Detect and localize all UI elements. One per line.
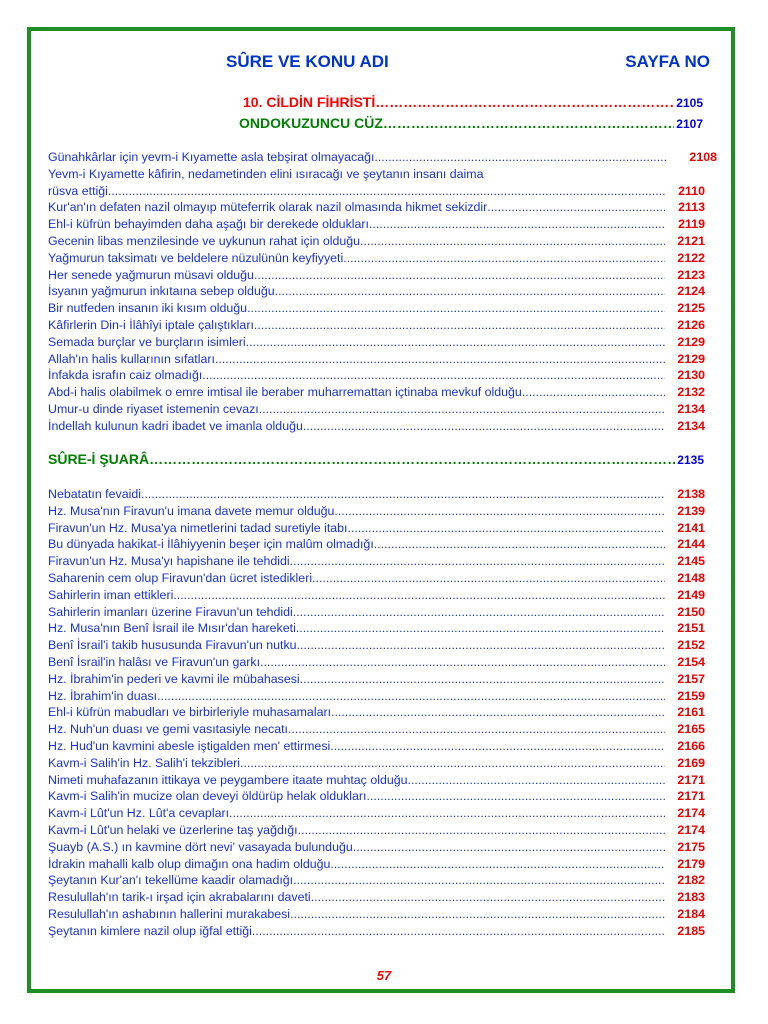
leader-dots: [375, 94, 674, 110]
toc-entry-title: İsyanın yağmurun inkıtaına sebep olduğu: [48, 284, 275, 299]
toc-entry-title: Benî İsrail'i takib hususunda Firavun'un nutku: [48, 638, 297, 653]
toc-entry-title: Kavm-i Salih'in Hz. Salih'i tekzibleri: [48, 755, 241, 770]
toc-entry: [48, 889, 717, 906]
leader-dots: [254, 317, 665, 334]
toc-entry: [48, 704, 717, 721]
leader-dots: [141, 486, 665, 503]
juz-heading: [239, 115, 703, 131]
leader-dots: [260, 654, 665, 671]
leader-dots: [360, 233, 665, 250]
leader-dots: [331, 704, 665, 721]
leader-dots: [254, 267, 665, 284]
toc-entry-page: 2151: [677, 621, 705, 636]
toc-entry: [48, 553, 717, 570]
juz-page: 2107: [676, 117, 703, 131]
toc-entry: [48, 721, 717, 738]
toc-entry-title: İndellah kulunun kadri ibadet ve imanla olduğu: [48, 418, 303, 433]
toc-entry: [48, 520, 717, 537]
toc-entry-page: 2152: [677, 638, 705, 653]
toc-entry-page: 2138: [677, 487, 705, 501]
toc-entry: [48, 822, 717, 839]
toc-entry-title: Ehl-i küfrün mabudları ve birbirleriyle muhasamaları: [48, 705, 332, 720]
toc-entry: [48, 906, 717, 923]
toc-entry: [48, 216, 717, 233]
toc-entry-page: 2166: [677, 738, 705, 753]
toc-entry-page: 2134: [677, 418, 705, 433]
leader-dots: [252, 923, 665, 940]
toc-entry-page: 2183: [677, 890, 705, 905]
leader-dots: [334, 503, 665, 520]
leader-dots: [343, 250, 665, 267]
toc-entry: [48, 384, 717, 401]
leader-dots: [173, 587, 665, 604]
toc-entry: [48, 199, 717, 216]
column-header-title: SÛRE VE KONU ADI: [226, 52, 389, 71]
toc-entry-page: 2161: [677, 705, 705, 720]
toc-entry-page: 2139: [677, 503, 705, 518]
toc-entry-title: Bu dünyada hakikat-i İlâhiyyenin beşer için malûm olmadığı: [48, 537, 374, 552]
toc-entry-title: Şeytanın kimlere nazil olup iğfal ettiği: [48, 923, 252, 938]
toc-entry: [48, 620, 717, 637]
leader-dots: [149, 451, 675, 467]
toc-entry-page: 2122: [677, 250, 705, 265]
toc-entry-page: 2123: [677, 267, 705, 282]
leader-dots: [353, 839, 665, 856]
toc-entry: [48, 267, 717, 284]
toc-entry-title: Hz. İbrahim'in duası: [48, 688, 158, 703]
toc-entry: [48, 805, 717, 822]
toc-entry-page: 2141: [677, 520, 705, 535]
toc-list-part1: [48, 149, 717, 435]
toc-entry: [48, 671, 717, 688]
leader-dots: [367, 788, 666, 805]
toc-entry-title: Kâfirlerin Din-i İlâhîyi iptale çalıştıkları: [48, 317, 254, 332]
leader-dots: [296, 620, 665, 637]
toc-entry: [48, 654, 717, 671]
toc-entry-title: Nimeti muhafazanın ittikaya ve peygambere itaate muhtaç olduğu: [48, 772, 408, 787]
leader-dots: [311, 889, 665, 906]
toc-entry-page: 2175: [677, 839, 705, 854]
toc-list-part2: [48, 486, 717, 940]
toc-entry-title: Abd-i halis olabilmek o emre imtisal ile beraber muharremattan içtinaba mevkuf olduğu: [48, 385, 522, 400]
toc-entry: [48, 401, 717, 418]
toc-entry: [48, 233, 717, 250]
toc-entry-title: Nebatatın fevaidi: [48, 487, 141, 501]
toc-entry-title: Kavm-i Salih'in mucize olan deveyi öldürüp helak oldukları: [48, 789, 367, 804]
leader-dots: [240, 755, 665, 772]
toc-entry-title: Allah'ın halis kullarının sıfatları: [48, 351, 215, 366]
toc-entry-page: 2129: [677, 334, 705, 349]
toc-entry: [48, 872, 717, 889]
leader-dots: [312, 570, 665, 587]
leader-dots: [293, 604, 665, 621]
toc-entry: [48, 503, 717, 520]
toc-entry-page: 2154: [677, 654, 705, 669]
toc-entry-page: 2169: [677, 755, 705, 770]
toc-entry: [48, 250, 717, 267]
toc-entry-page: 2171: [677, 772, 705, 787]
leader-dots: [374, 149, 667, 166]
toc-entry: [48, 486, 717, 503]
toc-entry-title: Kavm-i Lût'un helaki ve üzerlerine taş yağdığı: [48, 822, 298, 837]
surah-heading: [48, 451, 704, 467]
toc-entry-page: 2121: [677, 233, 705, 248]
toc-entry-title: Resulullah'ın tarik-ı irşad için akrabalarını daveti: [48, 890, 311, 905]
surah-page: 2135: [677, 453, 704, 467]
leader-dots: [522, 384, 665, 401]
toc-entry-title: Hz. Nuh'un duası ve gemi vasıtasiyle necatı: [48, 722, 288, 737]
juz-title: ONDOKUZUNCU CÜZ: [239, 115, 383, 131]
toc-entry: [48, 604, 717, 621]
leader-dots: [330, 856, 665, 873]
toc-entry-title: Şeytanın Kur'an'ı tekellüme kaadir olamadığı: [48, 873, 294, 888]
toc-entry: [48, 317, 717, 334]
toc-entry-page: 2159: [677, 688, 705, 703]
toc-entry-page: 2144: [677, 537, 705, 552]
toc-entry: [48, 688, 717, 705]
toc-entry: [48, 149, 717, 166]
toc-entry-title: Hz. Musa'nın Firavun'u imana davete memur olduğu: [48, 503, 335, 518]
toc-entry: [48, 738, 717, 755]
toc-entry: [48, 166, 717, 183]
surah-title: SÛRE-İ ŞUARÂ: [48, 451, 150, 467]
page-number: 57: [376, 968, 392, 983]
leader-dots: [303, 418, 665, 435]
toc-entry-title: Hz. İbrahim'in pederi ve kavmi ile mübahasesi: [48, 671, 300, 686]
toc-entry: [48, 300, 717, 317]
toc-entry-title: Yevm-i Kıyamette kâfirin, nedametinden elini ısıracağı ve şeytanın insanı daima: [48, 166, 484, 181]
toc-entry: [48, 183, 717, 200]
toc-entry: [48, 536, 717, 553]
toc-entry-title: Semada burçlar ve burçların isimleri: [48, 334, 246, 349]
volume-index-page: 2105: [676, 96, 703, 110]
leader-dots: [298, 822, 665, 839]
toc-entry-title: Hz. Hud'un kavmini abesle iştigalden men' ettirmesi: [48, 738, 331, 753]
toc-entry-page: 2134: [677, 401, 705, 416]
toc-entry: [48, 351, 717, 368]
toc-entry-page: 2119: [678, 217, 705, 232]
toc-entry-title: Benî İsrail'in halâsı ve Firavun'un garkı: [48, 654, 261, 669]
toc-entry: [48, 856, 717, 873]
toc-entry-page: 2149: [677, 587, 705, 602]
toc-entry-title: Yağmurun taksimatı ve beldelere nüzulünün keyfiyyeti: [48, 250, 344, 265]
toc-entry-title: Saharenin cem olup Firavun'dan ücret istedikleri: [48, 570, 313, 585]
column-header-page: SAYFA NO: [625, 52, 710, 71]
volume-index-heading: [243, 94, 703, 110]
toc-entry: [48, 755, 717, 772]
toc-entry-page: 2124: [677, 284, 705, 299]
leader-dots: [275, 283, 665, 300]
toc-entry-title: Her senede yağmurun müsavi olduğu: [48, 267, 254, 282]
toc-entry-title: Resulullah'ın ashabının hallerini murakabesi: [48, 906, 291, 921]
toc-entry-page: 2113: [678, 200, 705, 215]
toc-entry-title: Kur'an'ın defaten nazil olmayıp müteferrik olarak nazil olmasında hikmet sekizdir: [48, 200, 488, 215]
toc-entry: [48, 367, 717, 384]
leader-dots: [293, 872, 665, 889]
toc-entry-page: 2184: [677, 906, 705, 921]
toc-entry-title: İnfakda israfın caiz olmadığı: [48, 368, 203, 383]
toc-entry-page: 2110: [678, 183, 705, 198]
toc-entry-page: 2174: [677, 822, 705, 837]
toc-entry-page: 2145: [677, 554, 705, 569]
toc-entry: [48, 418, 717, 435]
toc-entry-title: Sahirlerin iman ettikleri: [48, 587, 174, 602]
toc-entry-page: 2132: [677, 385, 705, 400]
leader-dots: [288, 721, 665, 738]
leader-dots: [383, 115, 674, 131]
leader-dots: [487, 199, 665, 216]
leader-dots: [290, 553, 665, 570]
toc-entry-title: Umur-u dinde riyaset istemenin cevazı: [48, 401, 259, 416]
toc-entry-page: 2174: [677, 806, 705, 821]
leader-dots: [374, 536, 665, 553]
toc-entry-title: Hz. Musa'nın Benî İsrail ile Mısır'dan hareketi: [48, 621, 296, 636]
toc-entry-page: 2179: [677, 856, 705, 871]
leader-dots: [202, 367, 665, 384]
leader-dots: [297, 637, 665, 654]
leader-dots: [215, 351, 665, 368]
toc-entry-page: 2185: [677, 923, 705, 938]
toc-entry-title: İdrakin mahalli kalb olup dimağın ona hadim olduğu: [48, 856, 331, 871]
toc-entry: [48, 923, 717, 940]
toc-entry-page: 2150: [677, 604, 705, 619]
toc-entry-title: Şuayb (A.S.) ın kavmine dört nevi' vasayada bulunduğu: [48, 839, 353, 854]
toc-entry-page: 2171: [677, 789, 705, 804]
toc-entry: [48, 334, 717, 351]
toc-entry-title: Ehl-i küfrün behayimden daha aşağı bir derekede oldukları: [48, 217, 369, 232]
toc-entry-title: Kavm-i Lût'un Hz. Lût'a cevapları: [48, 806, 230, 821]
toc-entry-title: Günahkârlar için yevm-i Kıyamette asla tebşirat olmayacağı: [48, 150, 375, 164]
leader-dots: [408, 772, 665, 789]
toc-entry: [48, 637, 717, 654]
toc-entry: [48, 839, 717, 856]
toc-entry-title: Gecenin libas menzilesinde ve uykunun rahat için olduğu: [48, 233, 361, 248]
toc-entry-title: Firavun'un Hz. Musa'ya nimetlerini tadad suretiyle itabı: [48, 520, 348, 535]
toc-entry: [48, 283, 717, 300]
toc-entry-page: 2130: [677, 368, 705, 383]
toc-entry-title: Bir nutfeden insanın iki kısım olduğu: [48, 301, 248, 316]
toc-entry: [48, 587, 717, 604]
leader-dots: [108, 183, 665, 200]
leader-dots: [229, 805, 665, 822]
leader-dots: [246, 334, 665, 351]
toc-entry: [48, 772, 717, 789]
toc-entry-page: 2126: [677, 317, 705, 332]
toc-entry-title: Firavun'un Hz. Musa'yı hapishane ile tehdidi: [48, 554, 290, 569]
toc-entry-page: 2125: [677, 301, 705, 316]
toc-entry: [48, 570, 717, 587]
leader-dots: [348, 520, 666, 537]
leader-dots: [157, 688, 665, 705]
toc-entry-title: rüsva ettiği: [48, 183, 108, 198]
leader-dots: [330, 738, 665, 755]
leader-dots: [300, 671, 665, 688]
toc-entry: [48, 788, 717, 805]
toc-entry-page: 2165: [677, 722, 705, 737]
toc-entry-page: 2108: [689, 150, 717, 164]
leader-dots: [369, 216, 665, 233]
leader-dots: [259, 401, 665, 418]
leader-dots: [290, 906, 665, 923]
toc-entry-page: 2148: [677, 570, 705, 585]
toc-entry-page: 2182: [677, 873, 705, 888]
toc-entry-title: Sahirlerin imanları üzerine Firavun'un tehdidi: [48, 604, 293, 619]
toc-entry-page: 2157: [677, 671, 705, 686]
leader-dots: [247, 300, 665, 317]
toc-entry-page: 2129: [677, 351, 705, 366]
volume-index-title: 10. CİLDİN FİHRİSTİ: [243, 94, 376, 110]
